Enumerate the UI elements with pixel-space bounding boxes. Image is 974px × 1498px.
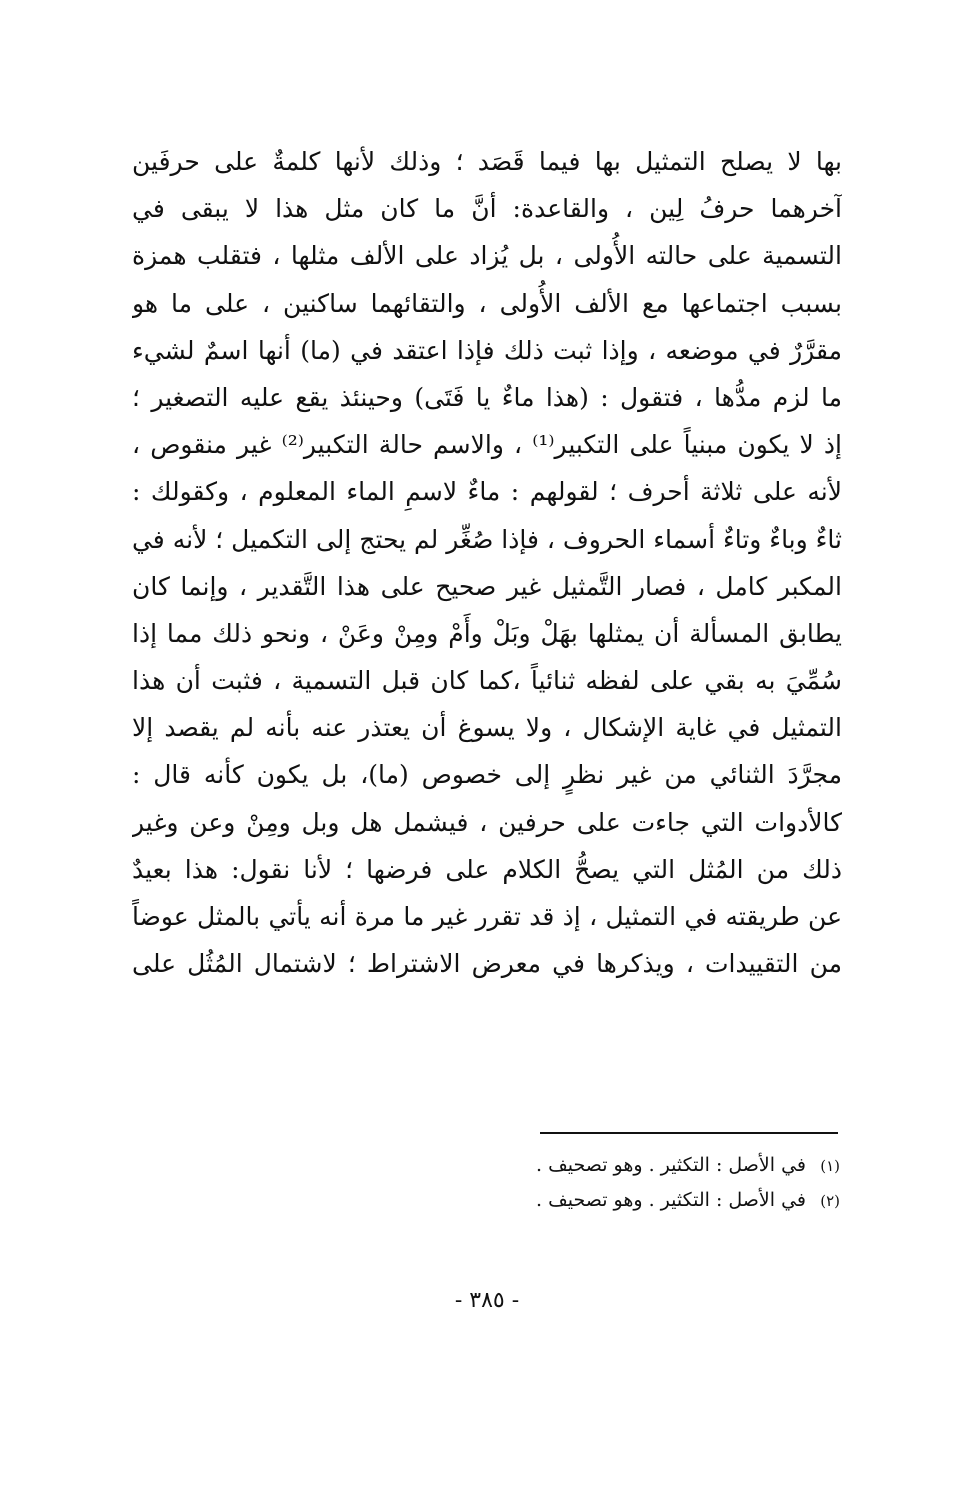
text-line: مقرَّرٌ في موضعه ، وإذا ثبت ذلك فإذا اعتقد في (ما) أنها اسمٌ لشيء [132, 335, 842, 365]
footnote-marker: (١) [820, 1157, 840, 1175]
text-line: بها لا يصلح التمثيل بها فيما قَصَد ؛ وذلك لأنها كلمةٌ على حرفَين [132, 147, 842, 176]
text-line: التسمية على حالته الأُولى ، بل يُزاد على الألف مثلها ، فتقلب همزة [132, 241, 842, 271]
footnote-separator [540, 1132, 838, 1134]
text-line: سُمِّيَ به بقي على لفظه ثنائياً ،كما كان قبل التسمية ، فثبت أن هذا [132, 666, 842, 696]
text-line: مجرَّدَ الثنائي من غير نظرٍ إلى خصوص (ما)، بل يكون كأنه قال : [132, 760, 842, 790]
text-line: لأنه على ثلاثة أحرف ؛ لقولهم : ماءٌ لاسمِ الماء المعلوم ، وكقولك : [132, 477, 842, 507]
text-line: عن طريقته في التمثيل ، إذ قد تقرر غير ما مرة أنه يأتي بالمثل عوضاً [132, 902, 842, 931]
text-line: يطابق المسألة أن يمثلها بهَلْ وبَلْ وأَمْ ومِنْ وعَنْ ، ونحو ذلك مما إذا [132, 618, 842, 648]
text-line: ثاءٌ وباءٌ وتاءٌ أسماء الحروف ، فإذا صُغِّر لم يحتج إلى التكميل ؛ لأنه في [132, 524, 842, 554]
text-line: ما لزم مدُّها ، فتقول : (هذا ماءٌ يا فَتَى) وحينئذ يقع عليه التصغير ؛ [132, 382, 842, 412]
main-text-block [132, 138, 842, 987]
footnote-text: في الأصل : التكثير . وهو تصحيف . [536, 1154, 806, 1176]
text-line: كالأدوات التي جاءت على حرفين ، فيشمل هل وبل ومِنْ وعن وغير [132, 807, 842, 837]
text-line: إذ لا يكون مبنياً على التكبير⁽¹⁾ ، والاسم حالة التكبير⁽²⁾ غير منقوص ، [132, 430, 842, 460]
text-line: ذلك من المُثل التي يصحُّ الكلام على فرضها ؛ لأنا نقول: هذا بعيدٌ [132, 854, 842, 884]
text-line: التمثيل في غاية الإشكال ، ولا يسوغ أن يعتذر عنه بأنه لم يقصد إلا [132, 713, 842, 743]
footnote-2 [340, 1183, 840, 1218]
text-line: المكبر كامل ، فصار التَّمثيل غير صحيح على هذا التَّقدير ، وإنما كان [132, 571, 842, 601]
page-number: - ٣٨٥ - [454, 1288, 520, 1313]
footnotes-block [340, 1148, 840, 1218]
footnote-1 [340, 1148, 840, 1183]
text-line: آخرهما حرفُ لِين ، والقاعدة: أنَّ ما كان مثل هذا لا يبقى في [132, 194, 842, 224]
footnote-marker: (٢) [820, 1192, 840, 1210]
text-line: بسبب اجتماعها مع الألف الأُولى ، والتقائهما ساكنين ، على ما هو [132, 288, 842, 318]
text-line: من التقييدات ، ويذكرها في معرض الاشتراط ؛ لاشتمال المُثُل على [132, 949, 842, 979]
footnote-text: في الأصل : التكثير . وهو تصحيف . [536, 1189, 806, 1211]
